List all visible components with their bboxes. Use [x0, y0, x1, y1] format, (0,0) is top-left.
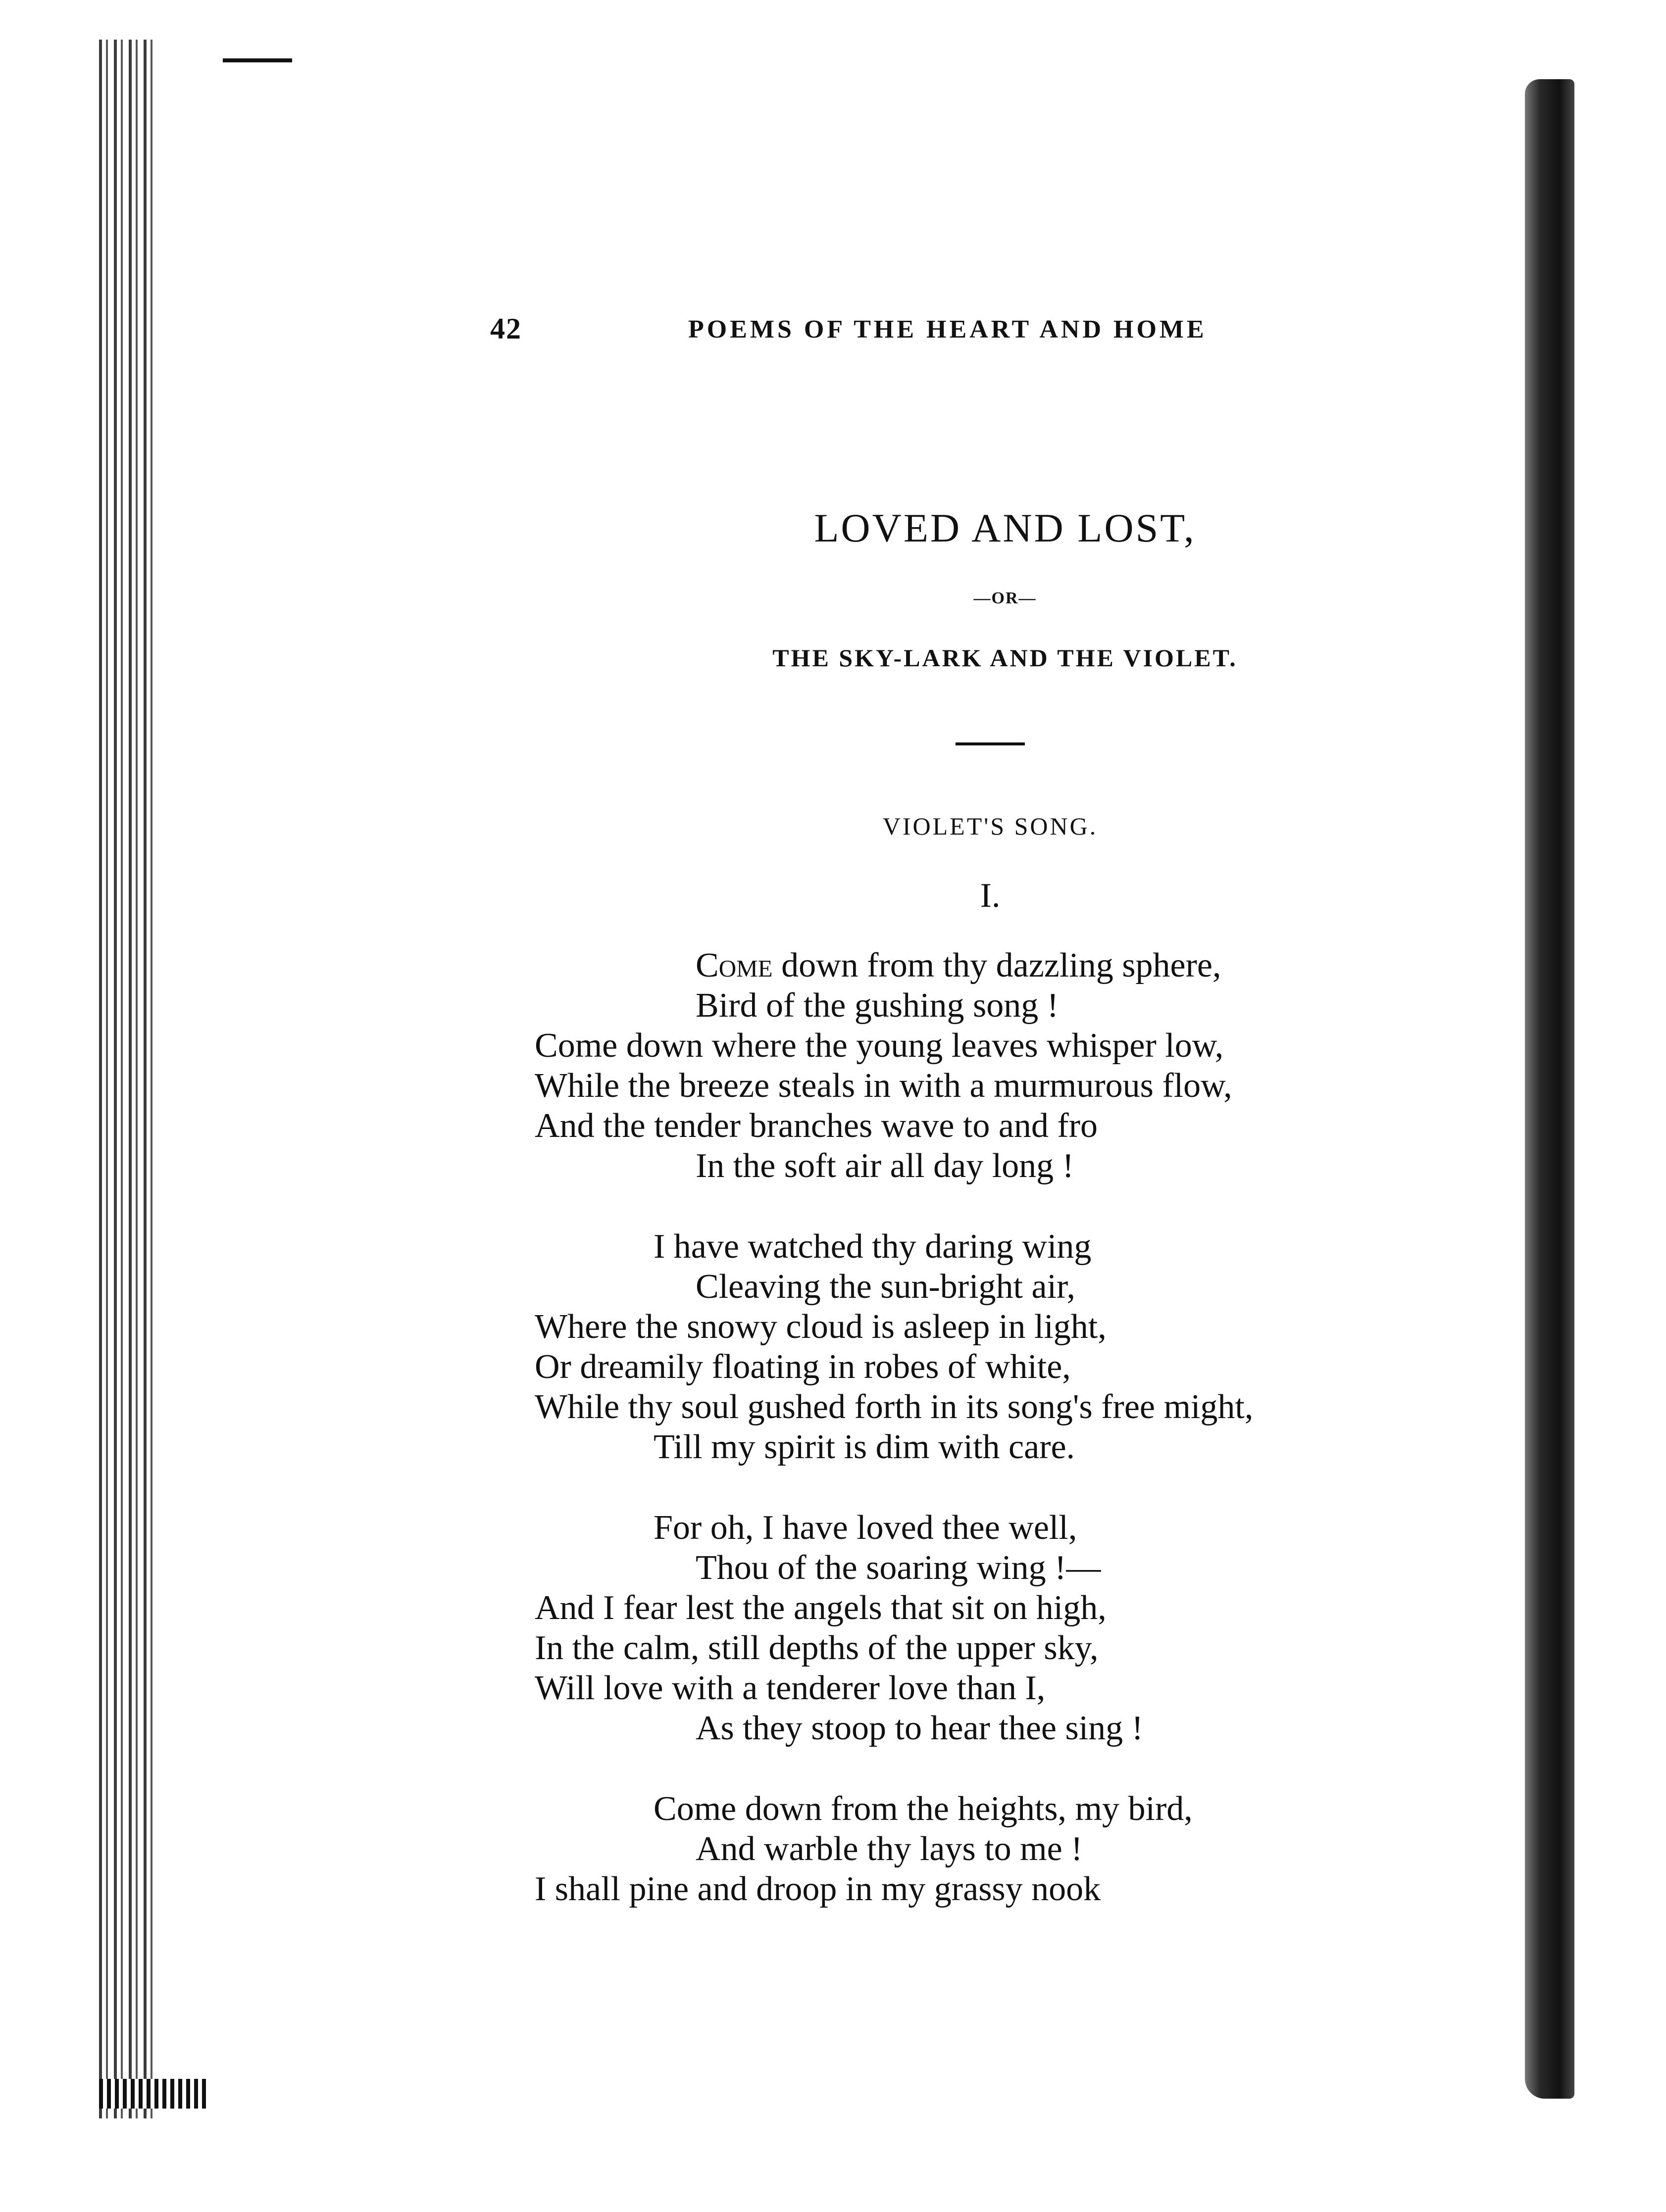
poem-line: As they stoop to hear thee sing ! — [696, 1709, 1143, 1747]
page-number: 42 — [490, 312, 522, 345]
poem-line: And the tender branches wave to and fro — [535, 1107, 1098, 1145]
poem-line: And I fear lest the angels that sit on high, — [535, 1589, 1107, 1627]
left-binding-edge — [99, 40, 158, 2118]
poem-subtitle: THE SKY-LARK AND THE VIOLET. — [772, 644, 1238, 672]
poem-line: Bird of the gushing song ! — [696, 986, 1059, 1025]
title-rule — [956, 742, 1025, 745]
stanza-3 — [535, 1508, 1426, 1748]
poem-line: Till my spirit is dim with care. — [654, 1428, 1075, 1466]
poem-line: For oh, I have loved thee well, — [654, 1509, 1077, 1547]
poem-title: LOVED AND LOST, — [814, 505, 1196, 550]
stanza-1 — [535, 945, 1426, 1186]
poem-line: Cleaving the sun-bright air, — [696, 1268, 1076, 1306]
poem-line: I shall pine and droop in my grassy nook — [535, 1870, 1101, 1908]
poem-line: Come down from the heights, my bird, — [654, 1790, 1193, 1828]
poem-line: Thou of the soaring wing !— — [696, 1549, 1101, 1587]
section-heading: VIOLET'S SONG. — [882, 812, 1098, 840]
poem-line: Will love with a tenderer love than I, — [535, 1669, 1046, 1707]
poem-line-text: down from thy dazzling sphere, — [772, 946, 1221, 984]
running-head — [490, 312, 1282, 351]
right-page-edge — [1525, 79, 1574, 2099]
running-title: POEMS OF THE HEART AND HOME — [688, 315, 1207, 344]
poem-line — [535, 945, 1426, 985]
poem-line: In the soft air all day long ! — [696, 1147, 1074, 1185]
poem-line: While the breeze steals in with a murmurous flow, — [535, 1067, 1232, 1105]
section-number: I. — [980, 877, 1001, 915]
poem-body — [535, 945, 1426, 1950]
poem-line: Or dreamily floating in robes of white, — [535, 1348, 1071, 1386]
poem-line: Come down where the young leaves whisper low, — [535, 1027, 1224, 1065]
stanza-4 — [535, 1789, 1426, 1909]
poem-line: In the calm, still depths of the upper sky, — [535, 1629, 1099, 1667]
stanza-2 — [535, 1227, 1426, 1467]
poem-line: Where the snowy cloud is asleep in light, — [535, 1308, 1107, 1346]
poem-line: And warble thy lays to me ! — [696, 1830, 1083, 1868]
left-binding-base — [99, 2079, 208, 2109]
poem-line: I have watched thy daring wing — [654, 1228, 1092, 1266]
title-or-line: —OR— — [973, 589, 1037, 607]
drop-word: Come — [696, 946, 773, 984]
poem-line: While thy soul gushed forth in its song's free might, — [535, 1388, 1254, 1426]
binding-mark — [223, 58, 292, 62]
